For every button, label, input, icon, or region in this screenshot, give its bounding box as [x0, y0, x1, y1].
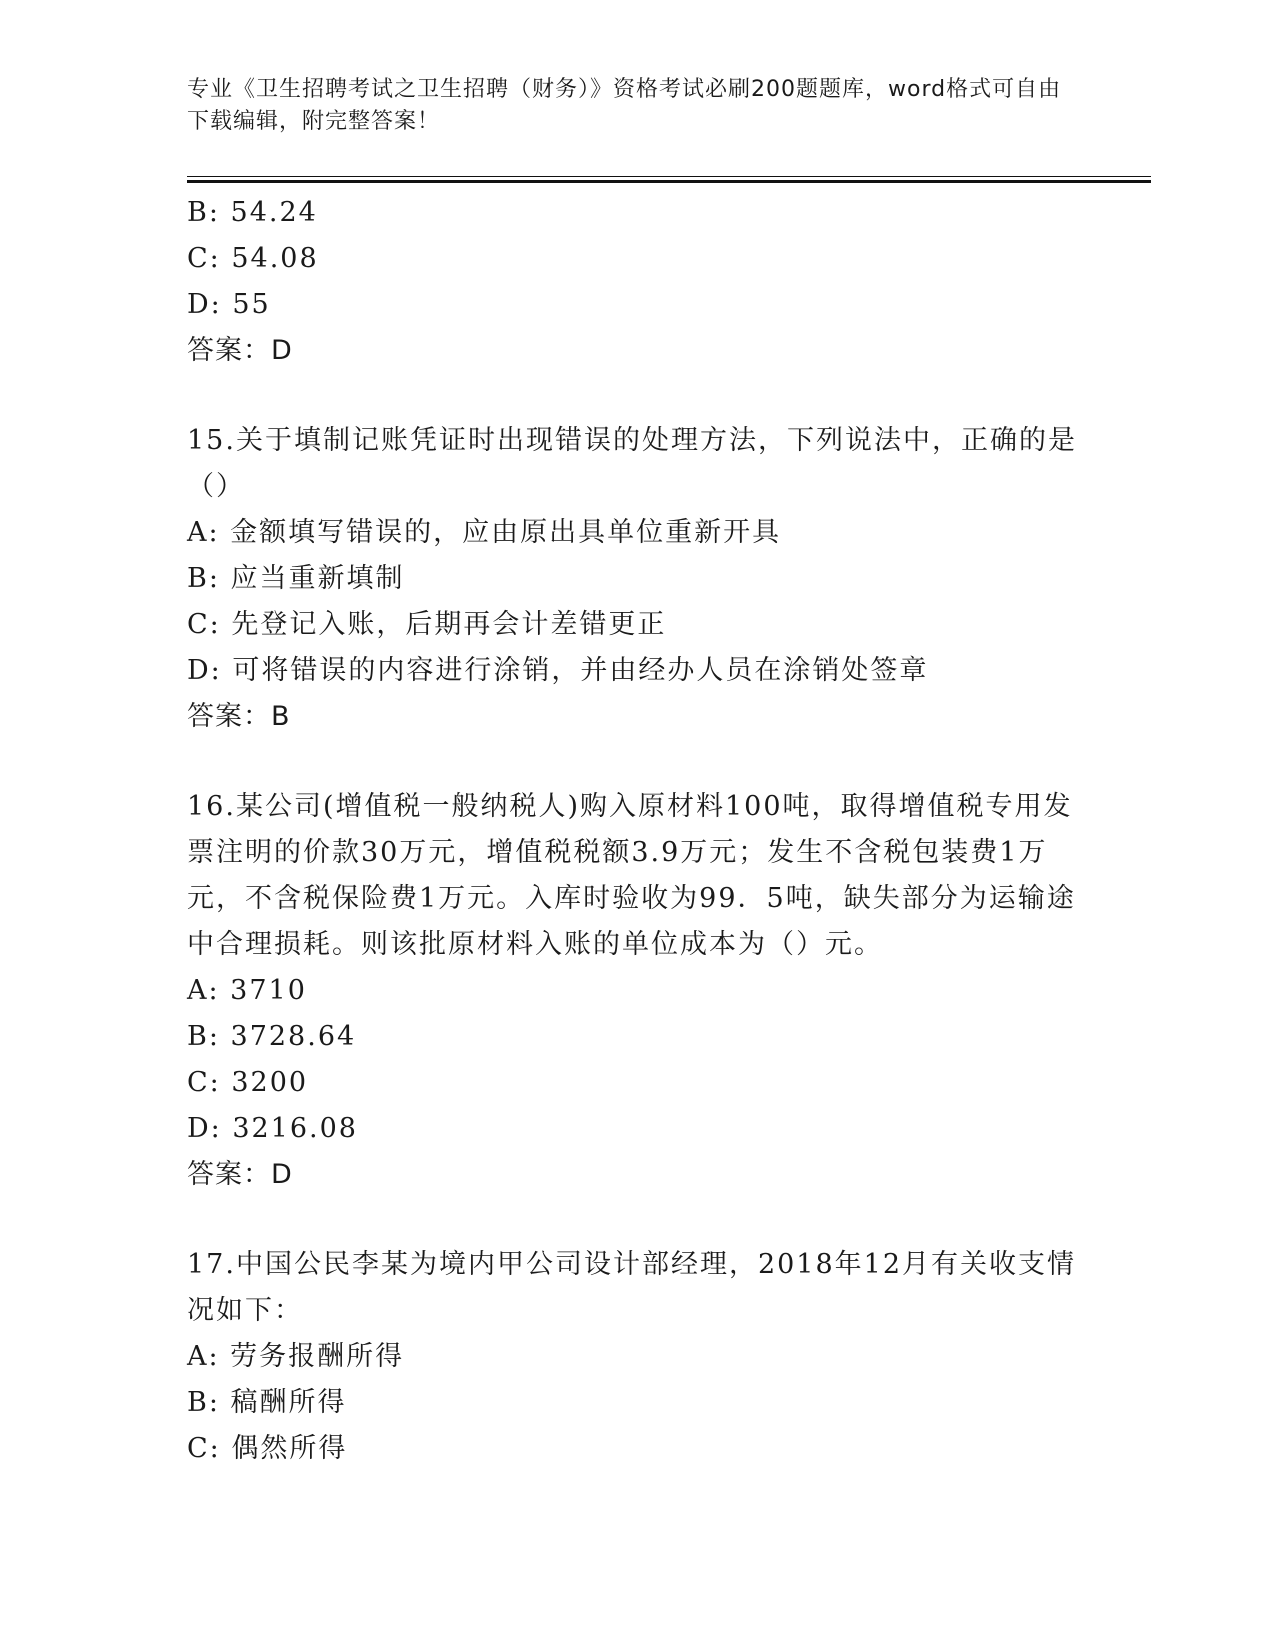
spacer	[187, 374, 1077, 418]
question-stem: 16.某公司(增值税一般纳税人)购入原材料100吨，取得增值税专用发票注明的价款30万元，增值税税额3.9万元；发生不含税包装费1万元，不含税保险费1万元。入库时验收为99．5吨，缺失部分为运输途中合理损耗。则该批原材料入账的单位成本为（）元。	[187, 791, 1076, 960]
option-c: C: 偶然所得	[187, 1433, 348, 1464]
spacer	[187, 740, 1077, 784]
question-15	[187, 418, 1077, 740]
option-b: B: 54.24	[187, 197, 318, 228]
option-d: D: 3216.08	[187, 1113, 358, 1144]
document-header: 专业《卫生招聘考试之卫生招聘（财务）》资格考试必刷200题题库，word格式可自由下载编辑，附完整答案！	[187, 77, 1062, 134]
option-d: D: 可将错误的内容进行涂销，并由经办人员在涂销处签章	[187, 655, 929, 686]
spacer	[187, 1198, 1077, 1242]
option-c: C: 3200	[187, 1067, 309, 1098]
question-17	[187, 1242, 1077, 1472]
question-content	[187, 190, 1077, 1472]
header-divider-thick	[187, 180, 1151, 183]
question-14-continued	[187, 190, 1077, 374]
answer-line: 答案：B	[187, 701, 291, 732]
answer-line: 答案：D	[187, 335, 293, 366]
option-b: B: 3728.64	[187, 1021, 357, 1052]
header-divider-thin	[187, 176, 1151, 177]
answer-line: 答案：D	[187, 1159, 293, 1190]
option-c: C: 54.08	[187, 243, 319, 274]
option-b: B: 应当重新填制	[187, 563, 405, 594]
option-a: A: 3710	[187, 975, 307, 1006]
option-a: A: 劳务报酬所得	[187, 1341, 405, 1372]
question-stem: 17.中国公民李某为境内甲公司设计部经理，2018年12月有关收支情况如下：	[187, 1249, 1077, 1326]
option-a: A: 金额填写错误的，应由原出具单位重新开具	[187, 517, 782, 548]
question-16	[187, 784, 1077, 1198]
option-b: B: 稿酬所得	[187, 1387, 347, 1418]
question-stem: 15.关于填制记账凭证时出现错误的处理方法，下列说法中，正确的是（）	[187, 425, 1077, 502]
option-c: C: 先登记入账，后期再会计差错更正	[187, 609, 667, 640]
option-d: D: 55	[187, 289, 271, 320]
